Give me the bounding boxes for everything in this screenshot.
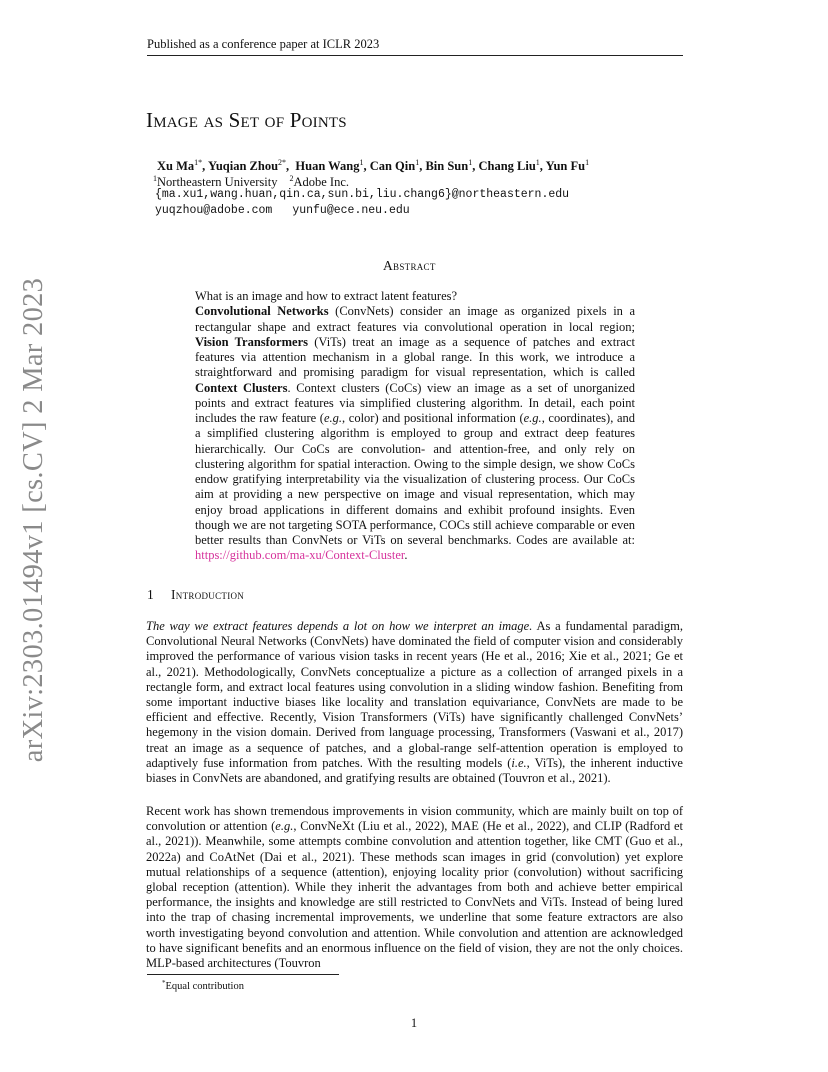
paragraph-lead-in: The way we extract features depends a lot on how we interpret an image. [146, 619, 533, 633]
footnote-mark: * [162, 979, 166, 987]
abstract-abbrev: e.g. [523, 411, 542, 425]
author-affiliation-mark: 1 [468, 158, 473, 167]
author-affiliation-mark: 1* [194, 158, 203, 167]
arxiv-identifier-text: arXiv:2303.01494v1 [cs.CV] 2 Mar 2023 [18, 277, 49, 763]
author-separator: , [363, 159, 370, 173]
abstract-text: , coordinates), and a simplified clustering algorithm is employed to group and extract deep features hierarchically. Our CoCs are convolution- and attention-free, and only rely on clustering algorithm for spatial interaction. Owing to the simple design, we show CoCs endow gratifying interpretability via the visualization of clustering process. Our CoCs aim at providing a new perspective on image and visual representation, which may enjoy broad applications in different domains and exhibit profound insights. Even though we are not targeting SOTA performance, COCs still achieve comparable or even better results than ConvNets or ViTs on several benchmarks. Codes are available at: [195, 411, 635, 547]
code-repository-link[interactable]: https://github.com/ma-xu/Context-Cluster [195, 548, 405, 563]
section-number: 1 [147, 587, 155, 602]
author-separator: , [419, 159, 426, 173]
abstract-body [195, 289, 635, 564]
email-address: yunfu@ece.neu.edu [292, 204, 410, 217]
abstract-term: Context Clusters [195, 380, 288, 395]
abstract-term: Vision Transformers [195, 334, 308, 349]
paragraph-text: , ViTs), the inherent inductive biases in ConvNets are abandoned, and gratifying results are obtained (Touvron et al., 2021). [146, 755, 683, 786]
author-affiliation-mark: 1 [535, 158, 540, 167]
section-heading [147, 587, 244, 603]
footnote [162, 977, 244, 993]
author-separator: , [539, 159, 546, 173]
affiliation-name: Northeastern University [157, 175, 278, 189]
author-separator: , [472, 159, 479, 173]
author-affiliation-mark: 1 [585, 158, 590, 167]
email-line: {ma.xu1,wang.huan,qin.ca,sun.bi,liu.chang6}@northeastern.edu [155, 188, 570, 201]
abstract-abbrev: e.g. [323, 411, 343, 425]
abstract-text: . Context clusters (CoCs) view an image as a set of unorganized points and extract features via simplified clustering algorithm. In detail, each point includes the raw feature ( [195, 380, 635, 425]
author-name: Chang Liu [478, 159, 536, 173]
author-separator: , [286, 159, 296, 173]
footnote-divider [147, 974, 339, 975]
author-name: Huan Wang [295, 159, 360, 173]
author-separator: , [202, 159, 208, 173]
introduction-paragraph-2 [146, 804, 683, 971]
abstract-text: , color) and positional information ( [342, 411, 524, 425]
author-name: Yun Fu [545, 159, 586, 173]
author-name: Bin Sun [425, 159, 469, 173]
paragraph-abbrev: i.e. [511, 755, 527, 770]
abstract-text: (ConvNets) consider an image as organized pixels in a rectangular shape and extract features via convolutional operation in local region; [195, 304, 635, 334]
section-title: Introduction [171, 587, 245, 602]
paragraph-text: Recent work has shown tremendous improvements in vision community, which are mainly built on top of convolution or attention ( [146, 804, 683, 834]
paragraph-abbrev: e.g. [275, 819, 294, 834]
author-name: Can Qin [369, 159, 416, 173]
affiliation-mark: 1 [153, 174, 157, 183]
author-affiliation-mark: 2* [278, 158, 287, 167]
email-line [155, 203, 410, 218]
abstract-text: . [404, 548, 408, 563]
affiliation-mark: 2 [289, 174, 294, 183]
abstract-text: (ViTs) treat an image as a sequence of patches and extract features via attention mechanism in a global range. In this work, we introduce a straightforward and promising paradigm for visual representation, which is called [195, 334, 635, 380]
abstract-term: Convolutional Networks [195, 304, 329, 319]
affiliation-name: Adobe Inc. [293, 175, 349, 189]
author-name: Yuqian Zhou [207, 159, 279, 173]
paper-title: Image as Set of Points [146, 108, 347, 132]
paragraph-text: , ConvNeXt (Liu et al., 2022), MAE (He et al., 2022), and CLIP (Radford et al., 2021)). Meanwhile, some attempts combine convolution and attention together, like CMT (Guo et al., 2022a) and CoAtNet (Dai et al., 2021). These methods scan images in grid (convolution) yet explore mutual relationships of a sequence (attention), enjoying locality prior (convolution) without sacrificing global reception (attention). While they inherit the advantages from both and achieve better empirical performance, the insights and knowledge are still restricted to ConvNets and ViTs. Instead of being lured into the trap of chasing incremental improvements, we underline that some feature extractors are also worth investigating beyond convolution and attention. While convolution and attention are acknowledged to have significant benefits and an enormous influence on the field of vision, they are not the only choices. MLP-based architectures (Touvron [146, 819, 683, 971]
introduction-paragraph-1 [146, 619, 683, 786]
author-name: Xu Ma [157, 159, 195, 173]
running-header: Published as a conference paper at ICLR 2023 [147, 36, 683, 56]
email-address: yuqzhou@adobe.com [155, 204, 273, 217]
abstract-heading: Abstract [383, 258, 436, 273]
author-affiliation-mark: 1 [415, 158, 420, 167]
footnote-text: Equal contribution [165, 981, 244, 992]
abstract-text: What is an image and how to extract latent features? [195, 289, 458, 303]
paragraph-text: As a fundamental paradigm, Convolutional Neural Networks (ConvNets) have dominated the field of computer vision and considerably improved the performance of various vision tasks in recent years (He et al., 2016; Xie et al., 2021; Ge et al., 2021). Methodologically, ConvNets conceptualize a picture as a collection of arranged pixels in a rectangle form, and extract local features using convolution in a sliding window fashion. Benefiting from some important inductive biases like locality and translation equivariance, ConvNets are made to be efficient and effective. Recently, Vision Transformers (ViTs) have significantly challenged ConvNets’ hegemony in the vision domain. Derived from language processing, Transformers (Vaswani et al., 2017) treat an image as a sequence of patches, and a global-range self-attention operation is employed to adaptively fuse information from patches. With the resulting models ( [146, 619, 683, 770]
page-number: 1 [410, 1016, 418, 1030]
author-affiliation-mark: 1 [359, 158, 364, 167]
